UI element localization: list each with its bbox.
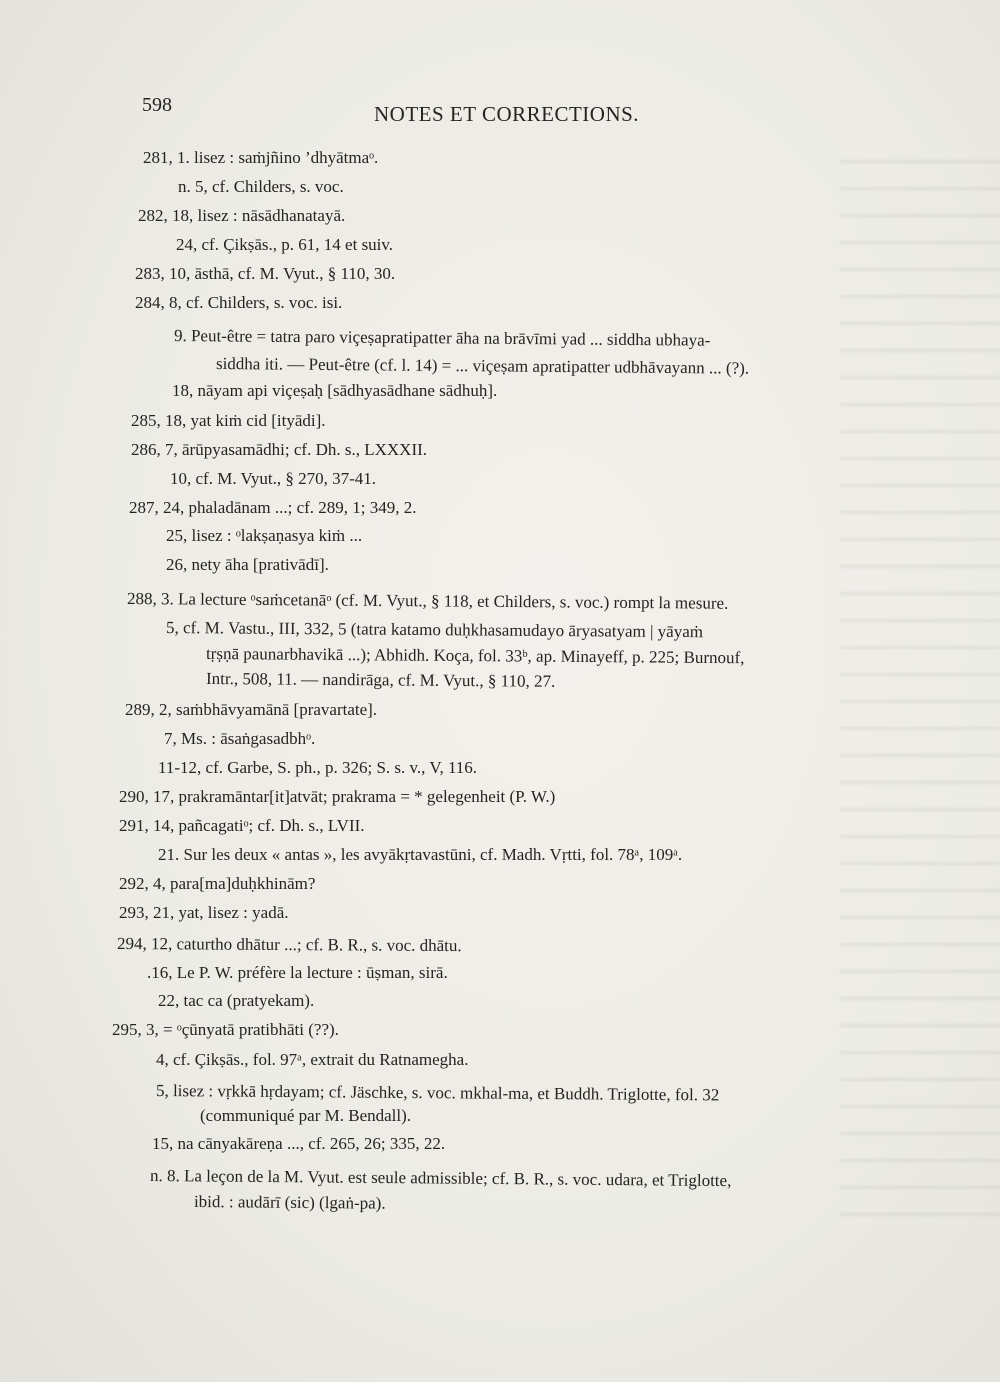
note-line: 15, na cānyakāreṇa ..., cf. 265, 26; 335, 22.: [152, 1134, 446, 1153]
note-line: 5, lisez : vṛkkā hṛdayam; cf. Jäschke, s. voc. mkhal-ma, et Buddh. Triglotte, fol. 32: [155, 1081, 720, 1105]
note-line: 18, nāyam api viçeṣaḥ [sādhyasādhane sādhuḥ].: [172, 381, 498, 400]
note-line: 21. Sur les deux « antas », les avyākṛtavastūni, cf. Madh. Vṛtti, fol. 78ᵃ, 109ᵃ.: [158, 845, 683, 864]
page-title: NOTES ET CORRECTIONS.: [374, 102, 640, 126]
note-line: siddha iti. — Peut-être (cf. l. 14) = ... viçeṣam apratipatter udbhāvayann ... (?).: [215, 354, 750, 378]
note-line: 292, 4, para[ma]duḥkhinām?: [119, 874, 316, 893]
page-number: 598: [142, 94, 172, 116]
note-line: tṛṣṇā paunarbhavikā ...); Abhidh. Koça, fol. 33ᵇ, ap. Minayeff, p. 225; Burnouf,: [205, 644, 745, 668]
note-line: 287, 24, phaladānam ...; cf. 289, 1; 349, 2.: [129, 498, 417, 517]
note-line: .16, Le P. W. préfère la lecture : ūṣman, sirā.: [147, 963, 448, 982]
note-line: Intr., 508, 11. — nandirāga, cf. M. Vyut., § 110, 27.: [205, 669, 556, 691]
note-line: 294, 12, caturtho dhātur ...; cf. B. R., s. voc. dhātu.: [116, 934, 462, 956]
note-line: n. 5, cf. Childers, s. voc.: [178, 177, 344, 196]
note-line: 295, 3, = ᵒçūnyatā pratibhāti (??).: [112, 1020, 339, 1039]
note-line: ibid. : audārī (sic) (lgaṅ-pa).: [193, 1192, 386, 1213]
note-line: 282, 18, lisez : nāsādhanatayā.: [138, 206, 346, 225]
note-line: 22, tac ca (pratyekam).: [158, 991, 315, 1010]
note-line: 283, 10, āsthā, cf. M. Vyut., § 110, 30.: [135, 264, 396, 283]
note-line: 7, Ms. : āsaṅgasadbhᵒ.: [164, 729, 316, 748]
note-line: 290, 17, prakramāntar[it]atvāt; prakrama = * gelegenheit (P. W.): [119, 787, 556, 806]
note-line: 5, cf. M. Vastu., III, 332, 5 (tatra katamo duḥkhasamudayo āryasatyam | yāyaṁ: [165, 618, 704, 642]
note-line: 291, 14, pañcagatiᵒ; cf. Dh. s., LVII.: [119, 816, 365, 835]
note-line: 26, nety āha [prativādī].: [166, 555, 329, 574]
note-line: 286, 7, ārūpyasamādhi; cf. Dh. s., LXXXII.: [131, 440, 428, 459]
note-line: (communiqué par M. Bendall).: [200, 1106, 412, 1125]
note-line: 293, 21, yat, lisez : yadā.: [119, 903, 289, 922]
note-line: 24, cf. Çikṣās., p. 61, 14 et suiv.: [176, 235, 394, 254]
note-line: 285, 18, yat kiṁ cid [ityādi].: [131, 411, 326, 430]
note-line: 25, lisez : ᵒlakṣaṇasya kiṁ ...: [166, 526, 363, 545]
note-line: 9. Peut-être = tatra paro viçeṣapratipatter āha na brāvīmi yad ... siddha ubhaya-: [173, 326, 711, 350]
note-line: 11-12, cf. Garbe, S. ph., p. 326; S. s. v., V, 116.: [158, 758, 478, 777]
note-line: 289, 2, saṁbhāvyamānā [pravartate].: [125, 700, 378, 719]
note-line: 10, cf. M. Vyut., § 270, 37-41.: [170, 469, 377, 488]
note-line: 284, 8, cf. Childers, s. voc. isi.: [135, 293, 343, 312]
note-line: 281, 1. lisez : saṁjñino ’dhyātmaᵒ.: [143, 148, 379, 167]
note-line: 4, cf. Çikṣās., fol. 97ᵃ, extrait du Ratnamegha.: [156, 1050, 469, 1069]
note-line: n. 8. La leçon de la M. Vyut. est seule admissible; cf. B. R., s. voc. udara, et Triglotte,: [149, 1166, 732, 1191]
note-line: 288, 3. La lecture ᵒsaṁcetanāᵒ (cf. M. Vyut., § 118, et Childers, s. voc.) rompt la mesure.: [126, 589, 729, 613]
